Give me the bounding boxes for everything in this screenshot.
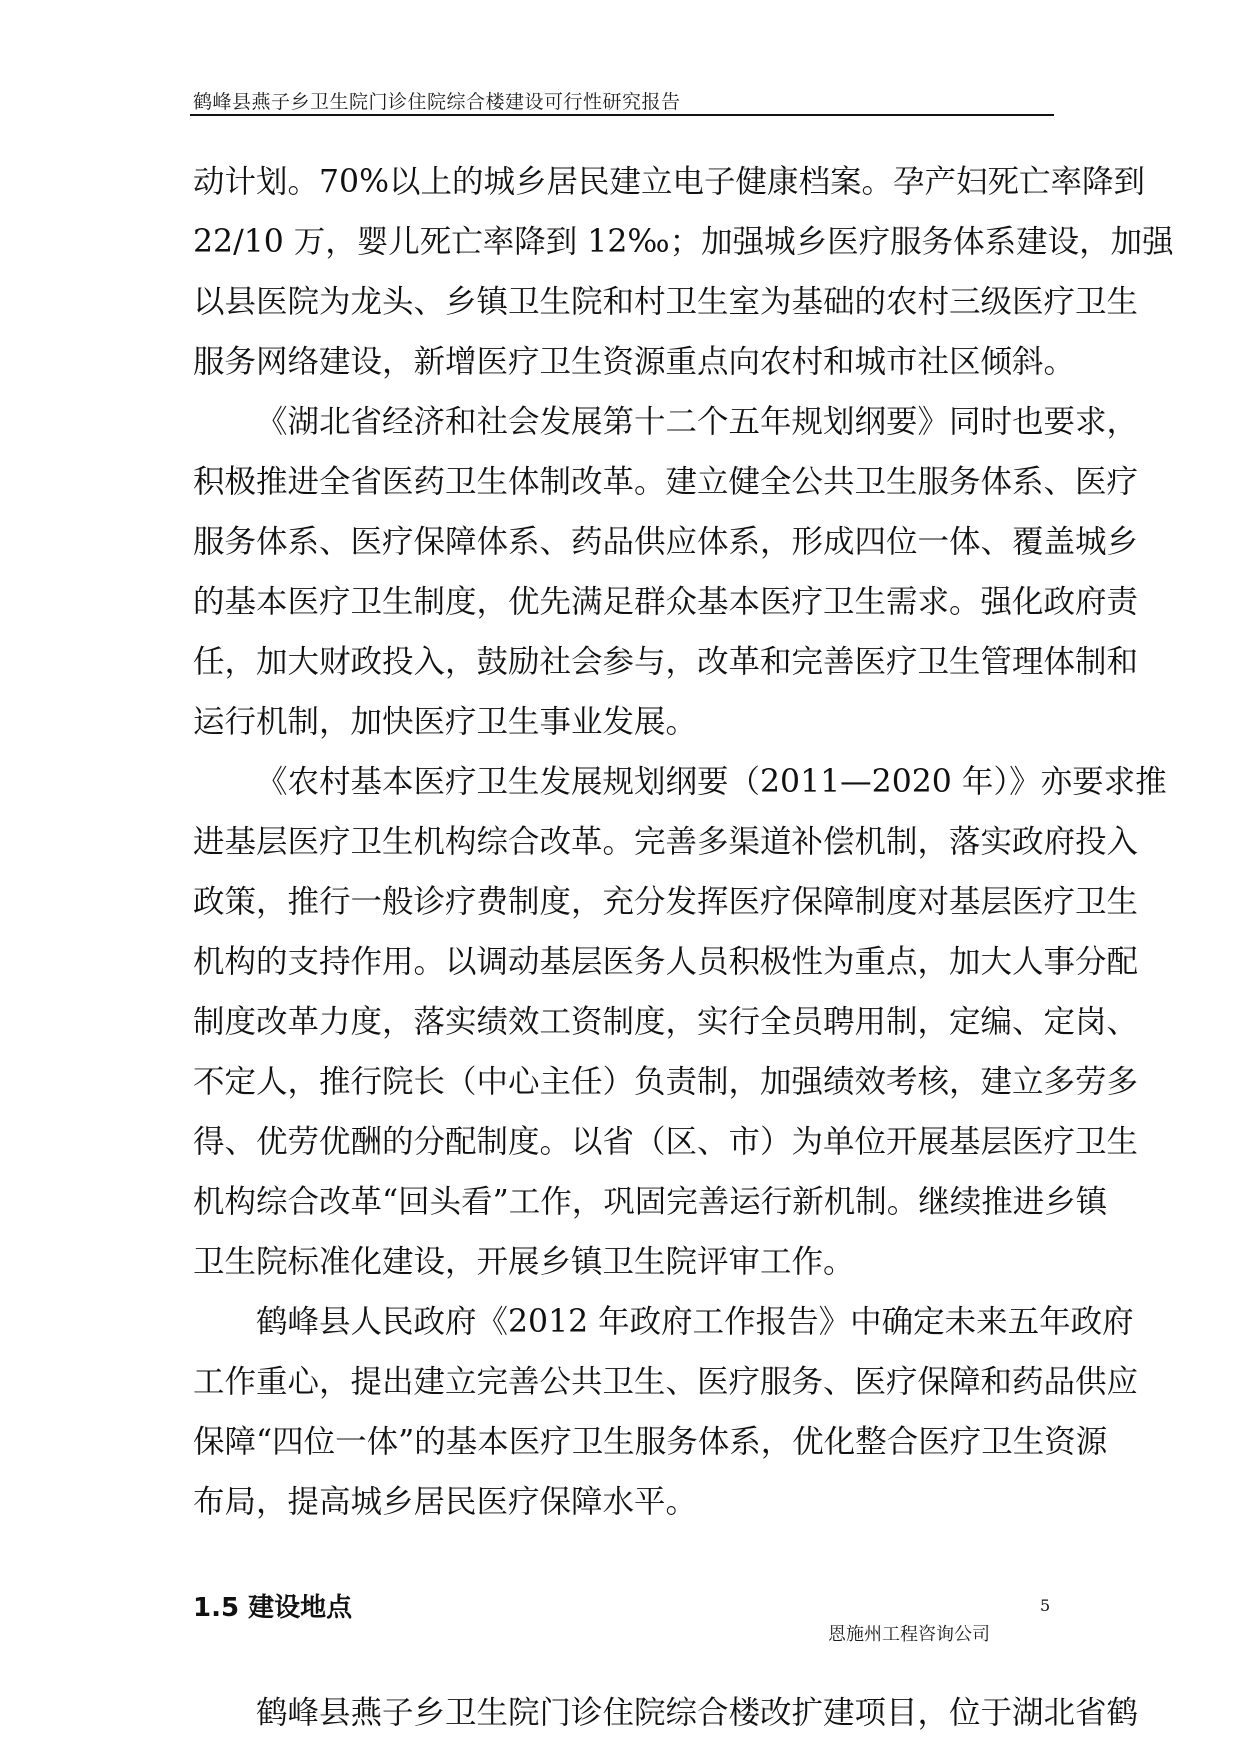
text-line: 运行机制，加快医疗卫生事业发展。 [193,704,698,740]
text-line: 布局，提高城乡居民医疗保障水平。 [193,1484,698,1520]
page-number: 5 [1040,1596,1051,1615]
text-line: 得、优劳优酬的分配制度。以省（区、市）为单位开展基层医疗卫生 [193,1124,1139,1160]
text-line: 不定人，推行院长（中心主任）负责制，加强绩效考核，建立多劳多 [193,1064,1139,1100]
header-divider [190,114,1054,116]
text-line: 积极推进全省医药卫生体制改革。建立健全公共卫生服务体系、医疗 [193,464,1139,500]
text-line: 机构的支持作用。以调动基层医务人员积极性为重点，加大人事分配 [193,944,1139,980]
text-line: 政策，推行一般诊疗费制度，充分发挥医疗保障制度对基层医疗卫生 [193,884,1139,920]
footer-company: 恩施州工程咨询公司 [828,1624,990,1645]
paragraph-1 [193,152,1174,392]
text-line: 以县医院为龙头、乡镇卫生院和村卫生室为基础的农村三级医疗卫生 [193,284,1139,320]
text-line: 进基层医疗卫生机构综合改革。完善多渠道补偿机制，落实政府投入 [193,824,1139,860]
page-header-title: 鹤峰县燕子乡卫生院门诊住院综合楼建设可行性研究报告 [193,91,681,113]
text-line: 的基本医疗卫生制度，优先满足群众基本医疗卫生需求。强化政府责 [193,584,1139,620]
paragraph-2 [193,392,1139,752]
text-line: 服务体系、医疗保障体系、药品供应体系，形成四位一体、覆盖城乡 [193,524,1139,560]
text-line: 卫生院标准化建设，开展乡镇卫生院评审工作。 [193,1244,855,1280]
text-line: 服务网络建设，新增医疗卫生资源重点向农村和城市社区倾斜。 [193,344,1076,380]
text-line: 制度改革力度，落实绩效工资制度，实行全员聘用制，定编、定岗、 [193,1004,1139,1040]
paragraph-4 [193,1292,1139,1532]
text-line: 工作重心，提出建立完善公共卫生、医疗服务、医疗保障和药品供应 [193,1364,1139,1400]
text-line: 鹤峰县燕子乡卫生院门诊住院综合楼改扩建项目，位于湖北省鹤 [256,1695,1139,1731]
paragraph-3 [193,752,1167,1292]
section-heading: 1.5 建设地点 [193,1593,353,1623]
text-line: 22/10 万，婴儿死亡率降到 12‰；加强城乡医疗服务体系建设，加强 [193,224,1174,260]
text-line: 《湖北省经济和社会发展第十二个五年规划纲要》同时也要求， [256,404,1139,440]
document-body [193,152,1174,1743]
text-line: 动计划。70%以上的城乡居民建立电子健康档案。孕产妇死亡率降到 [193,164,1146,200]
text-line: 任，加大财政投入，鼓励社会参与，改革和完善医疗卫生管理体制和 [193,644,1139,680]
text-line: 《农村基本医疗卫生发展规划纲要（2011—2020 年）》亦要求推 [256,764,1167,800]
text-line: 鹤峰县人民政府《2012 年政府工作报告》中确定未来五年政府 [256,1304,1134,1340]
text-line: 保障“四位一体”的基本医疗卫生服务体系，优化整合医疗卫生资源 [193,1424,1108,1460]
text-line: 机构综合改革“回头看”工作，巩固完善运行新机制。继续推进乡镇 [193,1184,1108,1220]
